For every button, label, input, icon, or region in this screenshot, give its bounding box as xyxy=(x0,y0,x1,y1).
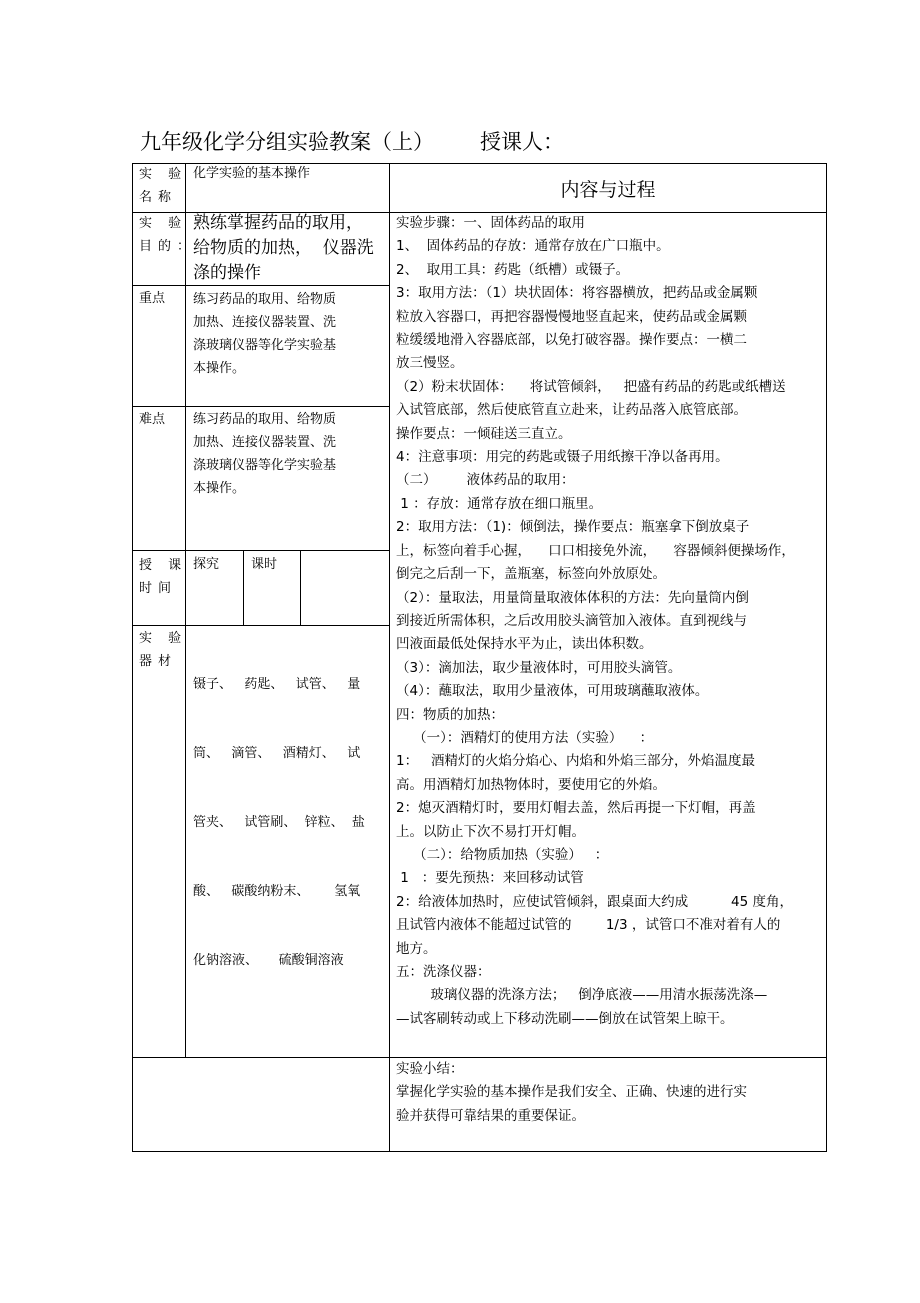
content-line: （4）：蘸取法，取用少量液体，可用玻璃蘸取液体。 xyxy=(396,683,709,700)
content-line: 2：给液体加热时，应使试管倾斜，跟桌面大约成 45 度角， xyxy=(396,893,793,910)
divider-time-2 xyxy=(300,550,301,625)
divider-time-1 xyxy=(243,550,244,625)
purpose-label: 实 验 目的： xyxy=(139,216,197,254)
content-line: （3）：滴加法，取少量液体时，可用胶头滴管。 xyxy=(396,659,682,676)
content-line: 到接近所需体积，之后改用胶头滴管加入液体。直到视线与 xyxy=(396,612,747,629)
page-title xyxy=(140,126,564,156)
summary-line: 掌握化学实验的基本操作是我们安全、正确、快速的进行实 xyxy=(396,1084,747,1101)
content-line: 2：取用方法：（1)：倾倒法，操作要点：瓶塞拿下倒放桌子 xyxy=(396,519,750,536)
content-line: 上，标签向着手心握， 口口相接免外流， 容器倾斜便操场作， xyxy=(396,542,795,559)
content-line: 且试管内液体不能超过试管的 1/3 ，试管口不准对着有人的 xyxy=(396,917,781,934)
content-line: 粒缓缓地滑入容器底部，以免打破容器。操作要点：一横二 xyxy=(396,332,747,349)
content-line: 1： 酒精灯的火焰分焰心、内焰和外焰三部分，外焰温度最 xyxy=(396,753,755,770)
content-body xyxy=(396,212,822,1031)
key-value: 练习药品的取用、给物质 加热、连接仪器装置、洗 涤玻璃仪器等化学实验基 本操作。 xyxy=(193,292,337,376)
content-header: 内容与过程 xyxy=(560,178,656,201)
divider-row-difficulty xyxy=(132,550,389,551)
content-line: 入试管底部，然后使底管直立赴来，让药品落入底管底部。 xyxy=(396,402,747,419)
content-line: 1、 固体药品的存放：通常存放在广口瓶中。 xyxy=(396,238,670,255)
divider-row-time xyxy=(132,625,389,626)
content-line: 4：注意事项：用完的药匙或镊子用纸擦干净以备再用。 xyxy=(396,449,729,466)
content-line: 实验步骤：一、固体药品的取用 xyxy=(396,215,585,231)
purpose-value: 熟练掌握药品的取用， 给物质的加热， 仪器洗 涤的操作 xyxy=(193,213,374,283)
content-line: 玻璃仪器的洗涤方法； 倒净底液——用清水振荡洗涤— xyxy=(396,987,768,1004)
divider-label-column xyxy=(185,163,186,1058)
content-line: 2、 取用工具：药匙（纸槽）或镊子。 xyxy=(396,261,630,278)
content-line: 1 ：存放：通常存放在细口瓶里。 xyxy=(396,495,603,512)
content-line: 2：熄灭酒精灯时，要用灯帽去盖，然后再提一下灯帽，再盖 xyxy=(396,800,756,817)
name-label: 实 验 名称 xyxy=(139,167,188,205)
equipment-value: 镊子、 药匙、 试管、 量 筒、 滴管、 酒精灯、 试 管夹、 试管刷、 锌粒、 盐 酸、 碳酸纳粉末、 氢氧 化钠溶液、 硫酸铜溶液 xyxy=(193,677,365,968)
title-text: 九年级化学分组实验教案（上） xyxy=(140,130,434,154)
content-line: 五：洗涤仪器： xyxy=(396,964,491,980)
content-line: 凹液面最低处保持水平为止，读出体积数。 xyxy=(396,636,653,653)
time-hours-label: 课时 xyxy=(251,557,278,572)
time-type: 探究 xyxy=(193,557,220,572)
content-line: 3：取用方法：（1）块状固体：将容器横放，把药品或金属颗 xyxy=(396,285,758,302)
summary-label: 实验小结： xyxy=(396,1061,464,1077)
content-line: （二） 液体药品的取用： xyxy=(396,472,575,489)
key-label: 重点 xyxy=(139,291,166,306)
difficulty-label: 难点 xyxy=(139,412,166,427)
content-line: 粒放入容器口，再把容器慢慢地竖直起来，使药品或金属颗 xyxy=(396,308,747,325)
content-line: 放三慢竖。 xyxy=(396,355,464,372)
content-line: 操作要点：一倾硅送三直立。 xyxy=(396,425,572,442)
content-line: 地方。 xyxy=(396,940,437,957)
content-line: 1 ：要先预热：来回移动试管 xyxy=(396,870,584,887)
content-line: 倒完之后刮一下，盖瓶塞，标签向外放原处。 xyxy=(396,566,666,583)
content-line: —试客刷转动或上下移动洗刷——倒放在试管架上晾干。 xyxy=(396,1010,734,1027)
content-line: （一）：酒精灯的使用方法（实验） ： xyxy=(396,729,654,746)
time-label: 授 课 时间 xyxy=(139,558,188,596)
name-value: 化学实验的基本操作 xyxy=(193,166,311,181)
summary-line: 验并获得可靠结果的重要保证。 xyxy=(396,1107,585,1124)
content-line: 高。用酒精灯加热物体时，要使用它的外焰。 xyxy=(396,776,666,793)
divider-main-column xyxy=(389,163,390,1152)
content-line: 四：物质的加热： xyxy=(396,706,504,723)
author-label: 授课人： xyxy=(480,130,564,154)
content-line: （二）：给物质加热（实验） ： xyxy=(396,846,609,863)
content-line: （2）粉末状固体： 将试管倾斜， 把盛有药品的药匙或纸槽送 xyxy=(396,378,786,395)
content-line: 上。以防止下次不易打开灯帽。 xyxy=(396,823,585,840)
divider-row-key xyxy=(132,406,389,407)
content-line: （2）：量取法，用量筒量取液体体积的方法：先向量筒内倒 xyxy=(396,589,749,606)
summary-body xyxy=(396,1058,816,1128)
difficulty-value: 练习药品的取用、给物质 加热、连接仪器装置、洗 涤玻璃仪器等化学实验基 本操作。 xyxy=(193,412,337,496)
equipment-label: 实 验 器材 xyxy=(139,631,188,669)
